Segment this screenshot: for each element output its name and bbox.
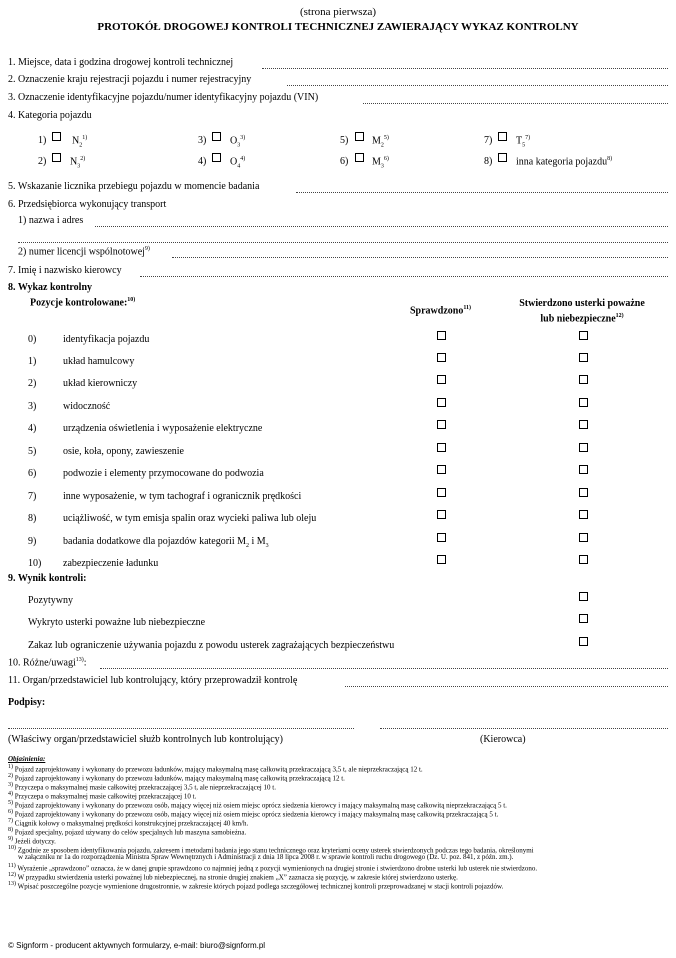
field-4-label: 4. Kategoria pojazdu [8, 110, 92, 121]
checklist-item-label: układ hamulcowy [63, 356, 135, 367]
category-4-label: $O_4^{4)}$ [230, 156, 246, 170]
footnote: $^{1)}$ Pojazd zaprojektowany i wykonany do przewozu ładunków, mający maksymalną masę całkowitą przekraczającą 3,5 t, ale nieprzekraczającą 12 t. [8, 764, 423, 774]
category-2: 2) [38, 156, 47, 167]
checklist-item-label: urządzenia oświetlenia i wyposażenie elektryczne [63, 423, 263, 434]
category-4: 4) [198, 156, 207, 167]
checklist-item-label: badania dodatkowe dla pojazdów kategorii $M_2$ i $M_3$ [63, 536, 269, 549]
checklist-item-defects-checkbox[interactable] [579, 555, 588, 564]
category-7-checkbox[interactable] [498, 132, 507, 141]
checklist-item-defects-checkbox[interactable] [579, 443, 588, 452]
checklist-item-checked-checkbox[interactable] [437, 353, 446, 362]
field-6-1-input-line2[interactable] [18, 242, 668, 243]
footnote: $^{10)}$ Zgodnie ze sposobem identyfikowania pojazdu, zakresem i metodami badania jego stanu technicznego oraz kryteriami oceny usterek stwierdzonych podczas tego badania, określonymi [8, 845, 534, 855]
field-1-label: 1. Miejsce, data i godzina drogowej kontroli technicznej [8, 57, 234, 68]
page-label: (strona pierwsza) [299, 6, 377, 18]
checklist-item-label: podwozie i elementy przymocowane do podwozia [63, 468, 264, 479]
result-ban-checkbox[interactable] [579, 637, 588, 646]
field-10-label: 10. Różne/uwagi$^{13)}$: [8, 657, 87, 669]
checklist-item-checked-checkbox[interactable] [437, 420, 446, 429]
category-7: 7) [484, 135, 493, 146]
field-6-label: 6. Przedsiębiorca wykonujący transport [8, 199, 167, 210]
category-5-checkbox[interactable] [355, 132, 364, 141]
category-3-checkbox[interactable] [212, 132, 221, 141]
result-defects-checkbox[interactable] [579, 614, 588, 623]
category-8: 8) [484, 156, 493, 167]
checklist-heading: 8. Wykaz kontrolny [8, 282, 92, 293]
footnote: $^{9)}$ Jeżeli dotyczy. [8, 836, 56, 846]
checklist-item-num: 4) [28, 423, 37, 434]
checklist-item-defects-checkbox[interactable] [579, 510, 588, 519]
footnote: $^{4)}$ Przyczepa o maksymalnej masie całkowitej przekraczającej 10 t. [8, 791, 197, 801]
footnote: $^{7)}$ Ciągnik kołowy o maksymalnej prędkości konstrukcyjnej przekraczającej 40 km/h. [8, 818, 249, 828]
footnote: w załączniku nr 1a do rozporządzenia Ministra Spraw Wewnętrznych i Administracji z dnia 18 lipca 2008 r. w sprawie kontroli ruchu drogowego (Dz. U. poz. 841, z późn. zm.). [18, 853, 514, 861]
checklist-item-defects-checkbox[interactable] [579, 533, 588, 542]
category-6-checkbox[interactable] [355, 153, 364, 162]
field-2-label: 2. Oznaczenie kraju rejestracji pojazdu i numer rejestracyjny [8, 74, 252, 85]
checklist-item-num: 0) [28, 334, 37, 345]
field-6-2-input[interactable] [172, 257, 668, 258]
field-7-input[interactable] [140, 276, 668, 277]
category-7-label: $T_5^{7)}$ [516, 135, 531, 149]
category-2-checkbox[interactable] [52, 153, 61, 162]
checklist-item-num: 2) [28, 378, 37, 389]
checklist-item-num: 5) [28, 446, 37, 457]
footnote: $^{3)}$ Przyczepa o maksymalnej masie całkowitej przekraczającej 3,5 t, ale nieprzekraczającej 10 t. [8, 782, 276, 792]
checklist-item-defects-checkbox[interactable] [579, 375, 588, 384]
document-title: PROTOKÓŁ DROGOWEJ KONTROLI TECHNICZNEJ ZAWIERAJĄCY WYKAZ KONTROLNY [97, 21, 579, 33]
checklist-item-checked-checkbox[interactable] [437, 331, 446, 340]
signature-officer-label: (Właściwy organ/przedstawiciel służb kontrolnych lub kontrolujący) [8, 734, 284, 745]
checklist-item-checked-checkbox[interactable] [437, 555, 446, 564]
checklist-item-checked-checkbox[interactable] [437, 465, 446, 474]
signatures-heading: Podpisy: [8, 697, 46, 708]
signature-driver-label: (Kierowca) [480, 734, 526, 745]
footnote: $^{2)}$ Pojazd zaprojektowany i wykonany do przewozu ładunków, mający maksymalną masę całkowitą przekraczającą 12 t. [8, 773, 345, 783]
category-1: 1) [38, 135, 47, 146]
footnote: $^{8)}$ Pojazd specjalny, pojazd używany do celów specjalnych lub maszyna samobieżna. [8, 827, 247, 837]
field-3-label: 3. Oznaczenie identyfikacyjne pojazdu/numer identyfikacyjny pojazdu (VIN) [8, 92, 319, 103]
checklist-item-label: widoczność [63, 401, 111, 412]
result-positive-label: Pozytywny [28, 595, 73, 606]
category-1-label: $N_2^{1)}$ [72, 135, 88, 149]
result-heading: 9. Wynik kontroli: [8, 573, 87, 584]
col-defects-header: Stwierdzono usterki poważne lub niebezpieczne$^{12)}$ [519, 298, 645, 325]
checklist-item-defects-checkbox[interactable] [579, 398, 588, 407]
checklist-item-defects-checkbox[interactable] [579, 420, 588, 429]
category-4-checkbox[interactable] [212, 153, 221, 162]
result-positive-checkbox[interactable] [579, 592, 588, 601]
checklist-item-checked-checkbox[interactable] [437, 533, 446, 542]
checklist-item-label: uciążliwość, w tym emisja spalin oraz wycieki paliwa lub oleju [63, 513, 317, 524]
category-6-label: $M_3^{6)}$ [372, 156, 389, 170]
category-8-checkbox[interactable] [498, 153, 507, 162]
footnote: $^{13)}$ Wpisać poszczególne pozycje wymienione drugostronnie, w zakresie których pojazd podlega szczegółowej technicznej kontroli przeprowadzanej w stacji kontroli pojazdów. [8, 881, 504, 891]
positions-label: Pozycje kontrolowane:$^{10)}$ [30, 297, 136, 309]
field-2-input[interactable] [287, 85, 668, 86]
checklist-item-num: 3) [28, 401, 37, 412]
footnote: $^{5)}$ Pojazd zaprojektowany i wykonany do przewozu osób, mający więcej niż osiem miejsc oprócz siedzenia kierowcy i mający maksymalną masę całkowitą nieprzekraczającą 5 t. [8, 800, 507, 810]
field-5-label: 5. Wskazanie licznika przebiegu pojazdu w momencie badania [8, 181, 260, 192]
field-10-input[interactable] [100, 668, 668, 669]
category-5-label: $M_2^{5)}$ [372, 135, 389, 149]
checklist-item-num: 8) [28, 513, 37, 524]
checklist-item-label: zabezpieczenie ładunku [63, 558, 159, 569]
category-5: 5) [340, 135, 349, 146]
checklist-item-num: 1) [28, 356, 37, 367]
category-3-label: $O_3^{3)}$ [230, 135, 246, 149]
checklist-item-defects-checkbox[interactable] [579, 331, 588, 340]
field-6-1-label: 1) nazwa i adres [18, 215, 84, 226]
checklist-item-num: 7) [28, 491, 37, 502]
result-ban-label: Zakaz lub ograniczenie używania pojazdu z powodu usterek zagrażających bezpieczeństwu [28, 640, 395, 651]
category-8-label: inna kategoria pojazdu$^{8)}$ [516, 156, 613, 168]
category-2-label: $N_3^{2)}$ [70, 156, 86, 170]
footnote: $^{12)}$ W przypadku stwierdzenia usterki poważnej lub niebezpiecznej, na stronie drugiej znakiem „X” zaznacza się pozycję, w zakresie której stwierdzono usterkę. [8, 872, 458, 882]
checklist-item-checked-checkbox[interactable] [437, 443, 446, 452]
field-3-input[interactable] [363, 103, 668, 104]
checklist-item-label: osie, koła, opony, zawieszenie [63, 446, 184, 457]
field-1-input[interactable] [262, 68, 668, 69]
category-6: 6) [340, 156, 349, 167]
checklist-item-num: 10) [28, 558, 42, 569]
checklist-item-label: identyfikacja pojazdu [63, 334, 150, 345]
field-5-input[interactable] [296, 192, 668, 193]
checklist-item-defects-checkbox[interactable] [579, 465, 588, 474]
category-1-checkbox[interactable] [52, 132, 61, 141]
footnotes-heading: Objaśnienia: [8, 755, 46, 763]
field-6-1-input[interactable] [95, 226, 668, 227]
field-7-label: 7. Imię i nazwisko kierowcy [8, 265, 122, 276]
result-defects-label: Wykryto usterki poważne lub niebezpieczne [28, 617, 206, 628]
checklist-item-checked-checkbox[interactable] [437, 488, 446, 497]
footnote: $^{6)}$ Pojazd zaprojektowany i wykonany do przewozu osób, mający więcej niż osiem miejsc oprócz siedzenia kierowcy i mający maksymalną masę całkowitą przekraczającą 5 t. [8, 809, 499, 819]
checklist-item-label: układ kierowniczy [63, 378, 138, 389]
footer-credit: © Signform - producent aktywnych formularzy, e-mail: biuro@signform.pl [8, 941, 266, 950]
field-6-2-label: 2) numer licencji wspólnotowej$^{9)}$ [18, 246, 150, 258]
signature-driver-input[interactable] [380, 728, 668, 729]
checklist-item-num: 6) [28, 468, 37, 479]
category-3: 3) [198, 135, 207, 146]
col-checked-header: Sprawdzono$^{11)}$ [410, 305, 472, 317]
field-11-input[interactable] [345, 686, 668, 687]
field-11-label: 11. Organ/przedstawiciel lub kontrolujący, który przeprowadził kontrolę [8, 675, 298, 686]
checklist-item-defects-checkbox[interactable] [579, 488, 588, 497]
checklist-item-checked-checkbox[interactable] [437, 375, 446, 384]
checklist-item-label: inne wyposażenie, w tym tachograf i ogranicznik prędkości [63, 491, 302, 502]
checklist-item-checked-checkbox[interactable] [437, 398, 446, 407]
checklist-item-checked-checkbox[interactable] [437, 510, 446, 519]
checklist-item-num: 9) [28, 536, 37, 547]
checklist-item-defects-checkbox[interactable] [579, 353, 588, 362]
signature-officer-input[interactable] [8, 728, 354, 729]
footnote: $^{11)}$ Wyrażenie „sprawdzono” oznacza, że w danej grupie sprawdzono co najmniej jedną z pozycji wymienionych na drugiej stronie i stwierdzono drobne usterki lub usterek nie stwierdzono. [8, 863, 538, 873]
